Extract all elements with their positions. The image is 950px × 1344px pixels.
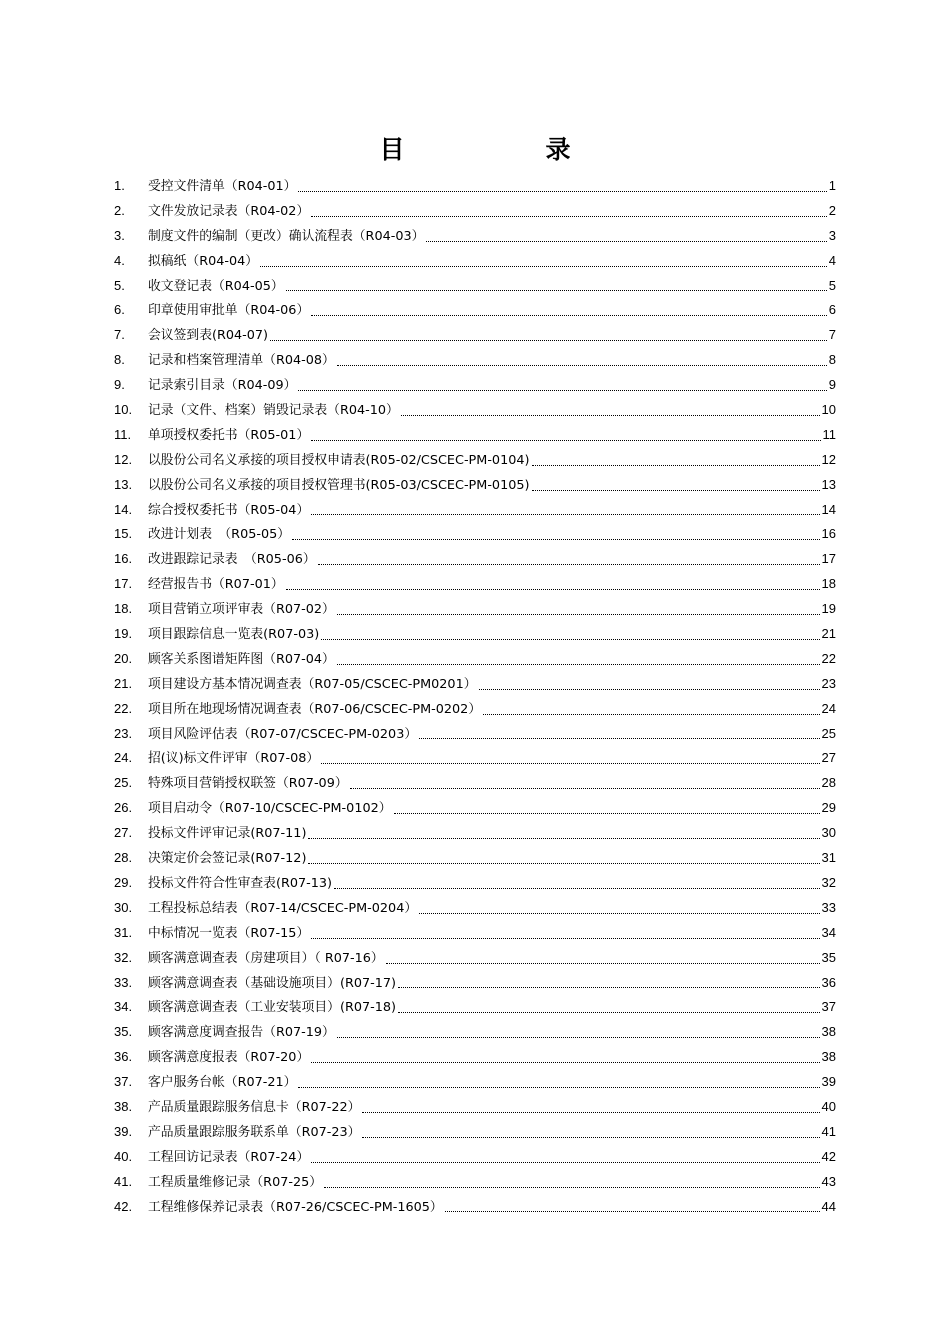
toc-entry[interactable]	[114, 1020, 836, 1045]
toc-entry-page-number: 38	[821, 1049, 836, 1065]
toc-entry-number: 22.	[114, 700, 133, 716]
toc-entry[interactable]	[114, 199, 836, 224]
toc-dot-leader	[445, 1210, 820, 1212]
toc-entry-page-number: 29	[821, 800, 836, 816]
toc-dot-leader	[401, 414, 820, 416]
toc-entry-page-number: 3	[828, 227, 836, 243]
toc-entry-label: 项目建设方基本情况调查表（R07-05/CSCEC-PM0201）	[148, 676, 477, 692]
toc-dot-leader	[426, 240, 826, 242]
toc-entry-page-number: 9	[828, 377, 836, 393]
toc-entry-number: 17.	[114, 576, 133, 592]
toc-entry-page-number: 2	[828, 202, 836, 218]
toc-entry-page-number: 36	[821, 974, 836, 990]
toc-entry-label: 记录（文件、档案）销毁记录表（R04-10）	[148, 403, 399, 419]
toc-dot-leader	[286, 588, 820, 590]
toc-entry[interactable]	[114, 1170, 836, 1195]
toc-entry-label: 项目启动令（R07-10/CSCEC-PM-0102）	[148, 801, 392, 817]
toc-entry-number: 2.	[114, 202, 125, 218]
toc-entry-page-number: 4	[828, 252, 836, 268]
toc-entry-label: 中标情况一览表（R07-15）	[148, 925, 310, 941]
toc-entry-label: 综合授权委托书（R05-04）	[148, 502, 310, 518]
toc-dot-leader	[298, 1086, 819, 1088]
toc-entry[interactable]	[114, 572, 836, 597]
toc-entry-page-number: 33	[821, 899, 836, 915]
toc-entry[interactable]	[114, 821, 836, 846]
toc-dot-leader	[321, 638, 819, 640]
toc-entry-label: 记录和档案管理清单（R04-08）	[148, 353, 335, 369]
toc-entry[interactable]	[114, 348, 836, 373]
toc-entry[interactable]	[114, 473, 836, 498]
toc-entry-page-number: 34	[821, 924, 836, 940]
toc-entry[interactable]	[114, 1195, 836, 1220]
toc-entry-page-number: 28	[821, 775, 836, 791]
toc-entry[interactable]	[114, 398, 836, 423]
toc-entry-number: 20.	[114, 650, 133, 666]
toc-entry-page-number: 18	[821, 576, 836, 592]
toc-dot-leader	[298, 190, 826, 192]
toc-entry-number: 12.	[114, 451, 133, 467]
toc-entry-label: 单项授权委托书（R05-01）	[148, 427, 310, 443]
toc-entry-page-number: 40	[821, 1098, 836, 1114]
toc-entry[interactable]	[114, 1145, 836, 1170]
toc-entry-label: 工程维修保养记录表（R07-26/CSCEC-PM-1605）	[148, 1199, 443, 1215]
toc-entry-label: 工程回访记录表（R07-24）	[148, 1149, 310, 1165]
toc-entry-label: 以股份公司名义承接的项目授权申请表(R05-02/CSCEC-PM-0104)	[148, 452, 530, 468]
toc-entry-label: 决策定价会签记录(R07-12)	[148, 851, 307, 867]
toc-dot-leader	[479, 688, 820, 690]
toc-entry-page-number: 6	[828, 302, 836, 318]
toc-dot-leader	[483, 713, 819, 715]
toc-entry-label: 项目营销立项评审表（R07-02）	[148, 602, 335, 618]
toc-dot-leader	[311, 1061, 819, 1063]
toc-entry-label: 顾客满意调查表（工业安装项目）(R07-18)	[148, 1000, 397, 1016]
toc-entry-label: 项目所在地现场情况调查表（R07-06/CSCEC-PM-0202）	[148, 701, 482, 717]
toc-entry-page-number: 7	[828, 327, 836, 343]
toc-entry-label: 受控文件清单（R04-01）	[148, 179, 297, 194]
toc-entry[interactable]	[114, 672, 836, 697]
toc-entry[interactable]	[114, 921, 836, 946]
toc-entry-page-number: 31	[821, 850, 836, 866]
toc-entry[interactable]	[114, 249, 836, 274]
toc-entry-number: 5.	[114, 277, 125, 293]
toc-entry[interactable]	[114, 423, 836, 448]
toc-entry-number: 39.	[114, 1123, 133, 1139]
toc-entry-number: 34.	[114, 999, 133, 1015]
toc-entry-number: 4.	[114, 252, 125, 268]
toc-entry-number: 24.	[114, 750, 133, 766]
toc-entry-number: 9.	[114, 377, 125, 393]
toc-dot-leader	[321, 762, 819, 764]
toc-dot-leader	[532, 464, 820, 466]
toc-entry[interactable]	[114, 522, 836, 547]
toc-entry[interactable]	[114, 323, 836, 348]
toc-dot-leader	[337, 663, 820, 665]
toc-entry-page-number: 44	[821, 1198, 836, 1214]
toc-entry-number: 8.	[114, 352, 125, 368]
toc-entry-page-number: 19	[821, 601, 836, 617]
toc-entry-number: 42.	[114, 1198, 133, 1214]
toc-entry-page-number: 41	[821, 1123, 836, 1139]
toc-entry-number: 37.	[114, 1074, 133, 1090]
toc-entry-label: 顾客满意度调查报告（R07-19）	[148, 1025, 335, 1041]
toc-entry-number: 32.	[114, 949, 133, 965]
toc-title: 目 录	[379, 135, 629, 164]
toc-entry-number: 7.	[114, 327, 125, 343]
toc-dot-leader	[311, 1161, 819, 1163]
toc-entry-label: 项目跟踪信息一览表(R07-03)	[148, 627, 320, 643]
toc-dot-leader	[337, 613, 820, 615]
toc-entry-page-number: 27	[821, 750, 836, 766]
toc-entry-page-number: 30	[821, 825, 836, 841]
toc-entry-label: 制度文件的编制（更改）确认流程表（R04-03）	[148, 228, 425, 244]
toc-entry[interactable]	[114, 547, 836, 572]
toc-entry-label: 会议签到表(R04-07)	[148, 328, 269, 344]
toc-entry-number: 25.	[114, 775, 133, 791]
toc-entry-label: 以股份公司名义承接的项目授权管理书(R05-03/CSCEC-PM-0105)	[148, 477, 530, 493]
toc-dot-leader	[334, 887, 820, 889]
toc-entry-page-number: 23	[821, 675, 836, 691]
toc-entry-page-number: 16	[821, 526, 836, 542]
toc-entry-number: 19.	[114, 626, 133, 642]
toc-entry[interactable]	[114, 1045, 836, 1070]
toc-entry-label: 客户服务台帐（R07-21）	[148, 1075, 297, 1091]
toc-dot-leader	[337, 1036, 820, 1038]
toc-entry-label: 文件发放记录表（R04-02）	[148, 203, 310, 219]
toc-entry[interactable]	[114, 448, 836, 473]
toc-dot-leader	[532, 489, 820, 491]
toc-entry-page-number: 17	[821, 551, 836, 567]
toc-entry[interactable]	[114, 796, 836, 821]
toc-dot-leader	[398, 1011, 820, 1013]
toc-entry-page-number: 24	[821, 700, 836, 716]
toc-dot-leader	[270, 339, 827, 341]
toc-entry[interactable]	[114, 597, 836, 622]
toc-dot-leader	[311, 937, 819, 939]
toc-entry-number: 3.	[114, 227, 125, 243]
toc-dot-leader	[362, 1111, 819, 1113]
toc-entry[interactable]	[114, 1095, 836, 1120]
toc-entry-number: 35.	[114, 1024, 133, 1040]
toc-dot-leader	[419, 912, 819, 914]
toc-dot-leader	[311, 439, 820, 441]
toc-dot-leader	[394, 812, 820, 814]
toc-entry-page-number: 25	[821, 725, 836, 741]
toc-dot-leader	[350, 787, 820, 789]
toc-entry-number: 14.	[114, 501, 133, 517]
toc-entry-label: 工程质量维修记录（R07-25）	[148, 1174, 323, 1190]
toc-dot-leader	[311, 314, 827, 316]
toc-entry-label: 经营报告书（R07-01）	[148, 577, 284, 593]
toc-entry-number: 21.	[114, 675, 133, 691]
toc-entry-label: 工程投标总结表（R07-14/CSCEC-PM-0204）	[148, 900, 418, 916]
toc-dot-leader	[260, 265, 827, 267]
toc-dot-leader	[311, 513, 819, 515]
toc-entry-label: 改进跟踪记录表 （R05-06）	[148, 552, 316, 568]
toc-entry-number: 38.	[114, 1098, 133, 1114]
toc-entry-page-number: 8	[828, 352, 836, 368]
toc-entry-label: 投标文件评审记录(R07-11)	[148, 826, 307, 842]
toc-entry[interactable]	[114, 647, 836, 672]
toc-dot-leader	[386, 962, 820, 964]
toc-entry[interactable]	[114, 298, 836, 323]
toc-entry-number: 16.	[114, 551, 133, 567]
toc-dot-leader	[318, 563, 820, 565]
toc-dot-leader	[362, 1136, 819, 1138]
toc-entry[interactable]	[114, 995, 836, 1020]
toc-entry-number: 18.	[114, 601, 133, 617]
toc-entry-page-number: 21	[821, 626, 836, 642]
toc-entry-label: 印章使用审批单（R04-06）	[148, 303, 310, 319]
toc-entry[interactable]	[114, 174, 836, 199]
toc-entry-label: 产品质量跟踪服务信息卡（R07-22）	[148, 1099, 361, 1115]
toc-entry-number: 1.	[114, 178, 125, 193]
toc-entry-label: 产品质量跟踪服务联系单（R07-23）	[148, 1124, 361, 1140]
toc-entry-number: 41.	[114, 1173, 133, 1189]
toc-entry-page-number: 12	[821, 451, 836, 467]
toc-entry-label: 顾客关系图谱矩阵图（R07-04）	[148, 651, 335, 667]
toc-entry[interactable]	[114, 274, 836, 299]
toc-entry-page-number: 42	[821, 1148, 836, 1164]
toc-entry-page-number: 43	[821, 1173, 836, 1189]
toc-entry-label: 招(议)标文件评审（R07-08）	[148, 751, 320, 767]
toc-dot-leader	[286, 289, 827, 291]
toc-entry-page-number: 11	[822, 426, 836, 442]
toc-entry-number: 23.	[114, 725, 133, 741]
toc-entry-page-number: 39	[821, 1074, 836, 1090]
toc-entry-number: 27.	[114, 825, 133, 841]
toc-entry[interactable]	[114, 896, 836, 921]
toc-entry-page-number: 35	[821, 949, 836, 965]
toc-entry-number: 15.	[114, 526, 133, 542]
toc-entry-label: 顾客满意度报表（R07-20）	[148, 1050, 310, 1066]
toc-dot-leader	[292, 538, 819, 540]
toc-entry[interactable]	[114, 722, 836, 747]
toc-dot-leader	[308, 862, 819, 864]
toc-entry-label: 拟稿纸（R04-04）	[148, 253, 259, 269]
toc-entry-label: 顾客满意调查表（房建项目）（ R07-16）	[148, 950, 384, 966]
toc-entry-number: 31.	[114, 924, 133, 940]
toc-dot-leader	[337, 364, 827, 366]
toc-entry-number: 10.	[114, 402, 133, 418]
toc-entry[interactable]	[114, 846, 836, 871]
toc-entry-number: 30.	[114, 899, 133, 915]
toc-entry-page-number: 32	[821, 874, 836, 890]
toc-dot-leader	[298, 389, 826, 391]
toc-entry-page-number: 10	[821, 402, 836, 418]
toc-entry[interactable]	[114, 224, 836, 249]
toc-list	[114, 174, 836, 1219]
toc-entry-label: 投标文件符合性审查表(R07-13)	[148, 875, 333, 891]
toc-entry[interactable]	[114, 697, 836, 722]
toc-entry-label: 收文登记表（R04-05）	[148, 278, 284, 294]
toc-dot-leader	[308, 837, 819, 839]
toc-entry-label: 特殊项目营销授权联签（R07-09）	[148, 776, 348, 792]
toc-entry[interactable]	[114, 1070, 836, 1095]
toc-dot-leader	[419, 737, 819, 739]
toc-entry[interactable]	[114, 622, 836, 647]
toc-entry-page-number: 13	[821, 476, 836, 492]
toc-entry-number: 28.	[114, 850, 133, 866]
toc-entry-page-number: 1	[828, 178, 836, 193]
toc-entry[interactable]	[114, 946, 836, 971]
toc-entry-number: 36.	[114, 1049, 133, 1065]
toc-entry-label: 项目风险评估表（R07-07/CSCEC-PM-0203）	[148, 726, 418, 742]
toc-entry-number: 40.	[114, 1148, 133, 1164]
toc-dot-leader	[324, 1186, 819, 1188]
toc-entry-number: 6.	[114, 302, 125, 318]
toc-entry[interactable]	[114, 746, 836, 771]
toc-entry-number: 11.	[114, 426, 132, 442]
toc-entry-number: 13.	[114, 476, 133, 492]
toc-entry-page-number: 22	[821, 650, 836, 666]
toc-entry-number: 29.	[114, 874, 133, 890]
toc-entry-label: 记录索引目录（R04-09）	[148, 378, 297, 394]
toc-entry[interactable]	[114, 1120, 836, 1145]
toc-entry-number: 26.	[114, 800, 133, 816]
toc-entry-number: 33.	[114, 974, 133, 990]
toc-entry[interactable]	[114, 971, 836, 996]
toc-entry[interactable]	[114, 871, 836, 896]
toc-entry-label: 顾客满意调查表（基础设施项目）(R07-17)	[148, 975, 397, 991]
toc-entry-page-number: 14	[821, 501, 836, 517]
toc-entry[interactable]	[114, 373, 836, 398]
toc-entry[interactable]	[114, 771, 836, 796]
toc-entry-label: 改进计划表 （R05-05）	[148, 527, 291, 543]
toc-entry-page-number: 37	[821, 999, 836, 1015]
toc-dot-leader	[311, 215, 827, 217]
toc-entry[interactable]	[114, 498, 836, 523]
toc-dot-leader	[398, 986, 820, 988]
toc-entry-page-number: 5	[828, 277, 836, 293]
toc-entry-page-number: 38	[821, 1024, 836, 1040]
